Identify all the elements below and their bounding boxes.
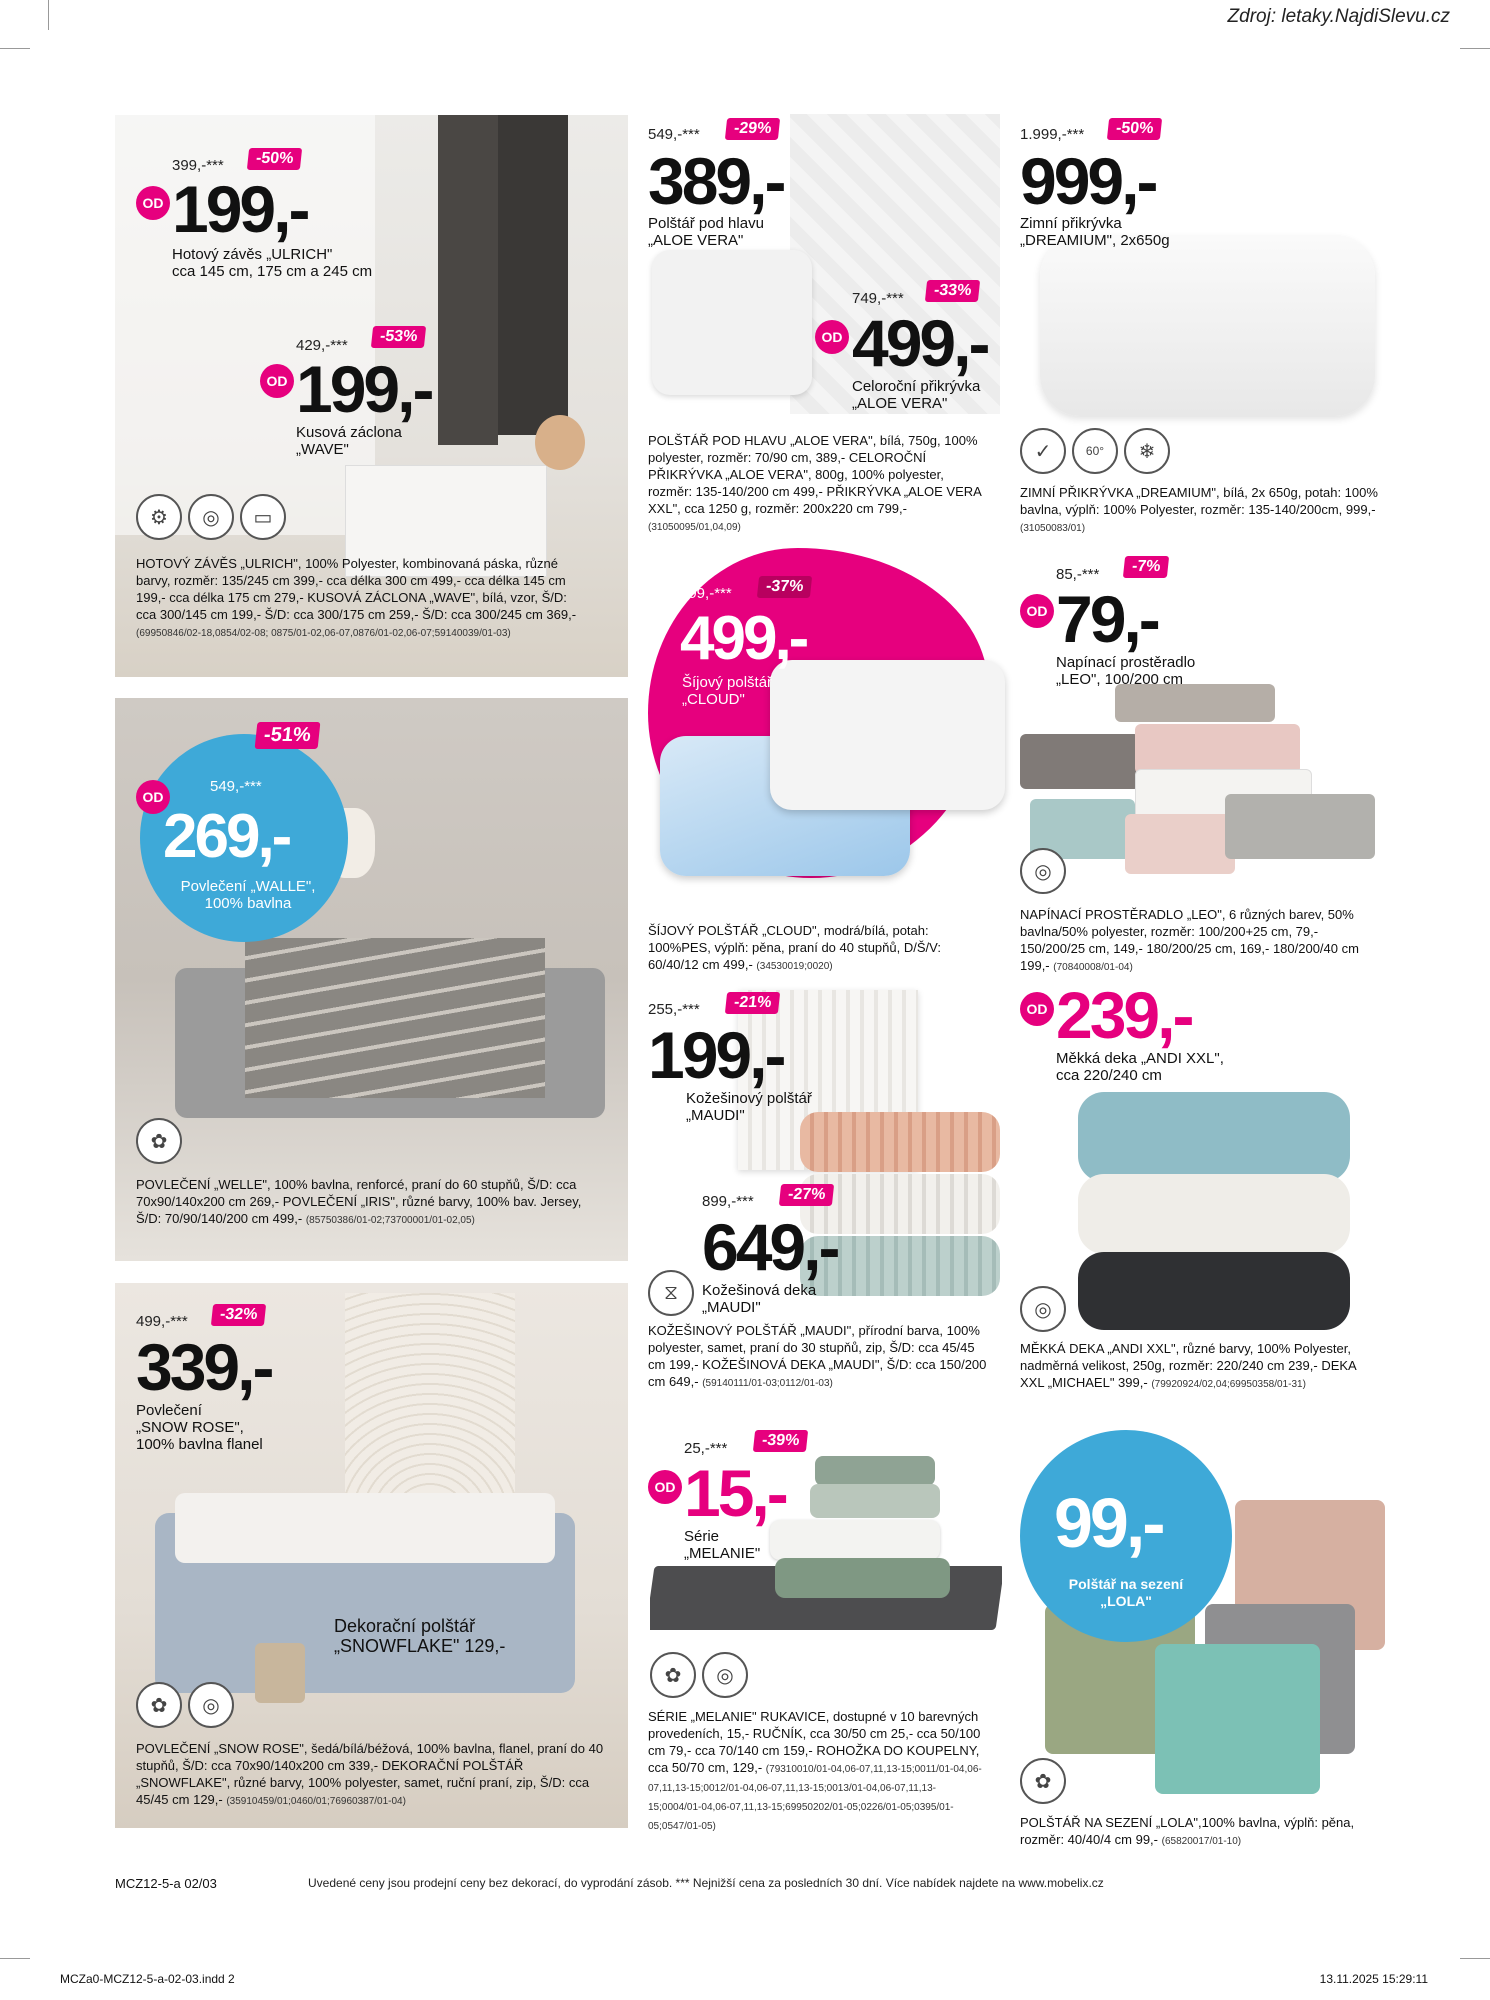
fabric-icon: ◎ (1020, 848, 1066, 894)
leo-discount-badge: -7% (1123, 556, 1170, 578)
cloud-discount-badge: -37% (757, 576, 813, 598)
dreamium-discount-badge: -50% (1107, 118, 1163, 140)
aloe-duvet-price: 499,- (852, 306, 988, 380)
melanie-discount-badge: -39% (753, 1430, 809, 1452)
leo-sheets-photo (1020, 684, 1375, 884)
lola-description: POLŠTÁŘ NA SEZENÍ „LOLA",100% bavlna, výplň: pěna, rozměr: 40/40/4 cm 99,- (65820017/01-10) (1020, 1815, 1355, 1847)
snowrose-old-price: 499,-*** (136, 1313, 188, 1330)
ulrich-price: 199,- (172, 172, 308, 246)
cloud-old-price: 799,-*** (680, 585, 732, 602)
footer-note: Uvedené ceny jsou prodejní ceny bez dekorací, do vyprodání zásob. *** Nejnižší cena za posledních 30 dní. Více nabídek najdete na www.mobelix.cz (308, 1876, 1104, 1890)
ulrich-discount-badge: -50% (247, 148, 303, 170)
aloe-pillow-price: 389,- (648, 144, 784, 218)
dreamium-old-price: 1.999,-*** (1020, 126, 1085, 143)
leo-name: Napínací prostěradlo „LEO", 100/200 cm (1056, 654, 1196, 688)
cloud-pillow-photo-2 (770, 660, 1005, 810)
dreamium-name: Zimní přikrývka „DREAMIUM", 2x650g (1020, 215, 1170, 249)
fabric-icon: ◎ (188, 494, 234, 540)
leo-description: NAPÍNACÍ PROSTĚRADLO „LEO", 6 různých barev, 50% bavlna/50% polyester, rozměr: 100/200+25 cm, 79,- 150/200/25 cm, 149,- 180/200/25 cm, 169,- 180/200/40 cm 199,- (70840008/01-04) (1020, 907, 1359, 973)
source-label: Zdroj: letaky.NajdiSlevu.cz (1227, 6, 1450, 27)
cotton-icon: ✿ (136, 1682, 182, 1728)
maudi-discount-badge: -21% (725, 992, 781, 1014)
melanie-od-badge: OD (648, 1470, 682, 1504)
cloud-name: Šíjový polštář „CLOUD" (682, 674, 773, 708)
cloud-price: 499,- (680, 604, 807, 673)
print-datetime: 13.11.2025 15:29:11 (1319, 1972, 1428, 1986)
aloe-duvet-discount-badge: -33% (925, 280, 981, 302)
aloe-duvet-od-badge: OD (815, 320, 849, 354)
page-code: MCZ12-5-a 02/03 (115, 1876, 217, 1891)
file-name: MCZa0-MCZ12-5-a-02-03.indd 2 (60, 1972, 235, 1986)
walle-od-badge: OD (136, 780, 170, 814)
andi-name: Měkká deka „ANDI XXL", cca 220/240 cm (1056, 1050, 1224, 1084)
walle-discount-badge: -51% (255, 722, 321, 749)
size-icon: ▭ (240, 494, 286, 540)
cotton-icon: ✿ (136, 1118, 182, 1164)
winter-snowflake-icon: ❄ (1124, 428, 1170, 474)
walle-name: Povlečení „WALLE", 100% bavlna (180, 878, 316, 912)
snowrose-discount-badge: -32% (211, 1304, 267, 1326)
wave-old-price: 429,-*** (296, 337, 348, 354)
maudi-name: Kožešinový polštář „MAUDI" (686, 1090, 812, 1124)
ulrich-description: HOTOVÝ ZÁVĚS „ULRICH", 100% Polyester, kombinovaná páska, různé barvy, rozměr: 135/245 cm 399,- cca délka 300 cm 499,- cca délka 145 cm 199,- cca délka 175 cm 279,- KUSOVÁ ZÁCLONA „WAVE", bílá, vzor, Š/D: cca 300/145 cm 199,- Š/D: cca 300/175 cm 259,- Š/D: cca 300/245 cm 369,- (69950846/02-18,0854/02-08; 0875/01-02,06-07,0876/01-02,06-07;59140039/01-03) (136, 556, 577, 639)
maudi-description: KOŽEŠINOVÝ POLŠTÁŘ „MAUDI", přírodní barva, 100% polyester, samet, praní do 30 stupňů, zip, Š/D: cca 45/45 cm 199,- KOŽEŠINOVÁ DEKA „MAUDI", Š/D: cca 150/200 cm 649,- (59140111/01-03;0112/01-03) (648, 1323, 987, 1389)
vegan-icon: ✓ (1020, 428, 1066, 474)
snowrose-description: POVLEČENÍ „SNOW ROSE", šedá/bílá/béžová, 100% bavlna, flanel, praní do 40 stupňů, Š/D: cca 70x90/140x200 cm 339,- DEKORAČNÍ POLŠTÁŘ „SNOWFLAKE", různé barvy, 100% polyester, samet, ruční praní, zip, Š/D: cca 45/45 cm 129,- (35910459/01;0460/01;76960387/01-04) (136, 1741, 604, 1807)
snowflake-label: Dekorační polštář „SNOWFLAKE" 129,- (334, 1616, 506, 1656)
crop-mark (0, 48, 30, 49)
aloe-pillow-name: Polštář pod hlavu „ALOE VERA" (648, 215, 764, 249)
cotton-icon: ✿ (650, 1652, 696, 1698)
maudi-deka-name: Kožešinová deka „MAUDI" (702, 1282, 817, 1316)
melanie-name: Série „MELANIE" (684, 1528, 761, 1562)
wave-name: Kusová záclona „WAVE" (296, 424, 402, 458)
snowrose-price: 339,- (136, 1330, 272, 1404)
aloe-pillow-old-price: 549,-*** (648, 126, 700, 143)
maudi-deka-old-price: 899,-*** (702, 1193, 754, 1210)
zipper-icon: ⧖ (648, 1270, 694, 1316)
melanie-price: 15,- (684, 1456, 786, 1530)
maudi-old-price: 255,-*** (648, 1001, 700, 1018)
wave-discount-badge: -53% (371, 326, 427, 348)
ulrich-old-price: 399,-*** (172, 157, 224, 174)
aloe-pillow-discount-badge: -29% (725, 118, 781, 140)
fabric-icon: ◎ (188, 1682, 234, 1728)
lola-name: Polštář na sezení „LOLA" (1068, 1576, 1184, 1609)
dreamium-price: 999,- (1020, 144, 1156, 218)
dreamium-duvet-photo (1040, 236, 1375, 416)
snowrose-name: Povlečení „SNOW ROSE", 100% bavlna flanel (136, 1402, 263, 1453)
aloe-pillow-photo-2 (652, 250, 812, 395)
maudi-deka-price: 649,- (702, 1210, 838, 1284)
leo-price: 79,- (1056, 582, 1158, 656)
cloud-description: ŠÍJOVÝ POLŠTÁŘ „CLOUD", modrá/bílá, potah: 100%PES, výplň: pěna, praní do 40 stupňů, D/Š/V: 60/40/12 cm 499,- (34530019;0020) (648, 923, 941, 972)
fabric-icon: ◎ (1020, 1286, 1066, 1332)
maudi-price: 199,- (648, 1018, 784, 1092)
crop-mark (0, 1958, 30, 1959)
fabric-icon: ◎ (702, 1652, 748, 1698)
leo-old-price: 85,-*** (1056, 566, 1100, 583)
leo-od-badge: OD (1020, 594, 1054, 628)
crop-mark (1460, 1958, 1490, 1959)
dreamium-description: ZIMNÍ PŘIKRÝVKA „DREAMIUM", bílá, 2x 650g, potah: 100% bavlna, výplň: 100% Polyester, rozměr: 135-140/200cm, 999,- (31050083/01) (1020, 485, 1378, 534)
andi-blankets-photo (1078, 1092, 1350, 1332)
walle-old-price: 549,-*** (210, 778, 262, 795)
aloe-description: POLŠTÁŘ POD HLAVU „ALOE VERA", bílá, 750g, 100% polyester, rozměr: 70/90 cm, 389,- CELOROČNÍ PŘIKRÝVKA „ALOE VERA", 800g, 100% polyester, rozměr: 135-140/200 cm 499,- PŘIKRÝVKA „ALOE VERA XXL", cca 1250 g, rozměr: 200x220 cm 799,- (31050095/01,04,09) (648, 433, 982, 533)
ulrich-name: Hotový závěs „ULRICH" cca 145 cm, 175 cm a 245 cm (172, 246, 373, 280)
cotton-icon: ✿ (1020, 1758, 1066, 1804)
walle-description: POVLEČENÍ „WELLE", 100% bavlna, renforcé, praní do 60 stupňů, Š/D: cca 70x90/140x200 cm 269,- POVLEČENÍ „IRIS", různé barvy, 100% bav. Jersey, Š/D: 70/90/140/200 cm 499,- (85750386/01-02;73700001/01-02,05) (136, 1177, 582, 1226)
maudi-deka-discount-badge: -27% (779, 1184, 835, 1206)
aloe-duvet-old-price: 749,-*** (852, 290, 904, 307)
wave-price: 199,- (296, 352, 432, 426)
walle-price: 269,- (163, 802, 290, 871)
crop-mark (48, 0, 49, 30)
melanie-description: SÉRIE „MELANIE" RUKAVICE, dostupné v 10 barevných provedeních, 15,- RUČNÍK, cca 30/50 cm 25,- cca 50/100 cm 79,- cca 70/140 cm 159,- ROHOŽKA DO KOUPELNY, cca 50/70 cm, 129,- (79310010/01-04,06-07,11,13-15;0011/01-04,06-07,11,13-15;0012/01-04,06-07,11,13-15;0013/01-04,06-07,11,13-15;0004/01-04,06-07,11,13-15;69950202/01-05;0226/01-05;0395/01-05;0547/01-05) (648, 1709, 982, 1832)
crop-mark (1460, 48, 1490, 49)
lola-price: 99,- (1054, 1484, 1163, 1562)
melanie-old-price: 25,-*** (684, 1440, 728, 1457)
aloe-duvet-name: Celoroční přikrývka „ALOE VERA" (852, 378, 981, 412)
wave-od-badge: OD (260, 364, 294, 398)
andi-description: MĚKKÁ DEKA „ANDI XXL", různé barvy, 100% Polyester, nadměrná velikost, 250g, rozměr: 220/240 cm 239,- DEKA XXL „MICHAEL" 399,- (79920924/02,04;69950358/01-31) (1020, 1341, 1357, 1390)
andi-price: 239,- (1056, 978, 1192, 1052)
andi-od-badge: OD (1020, 992, 1054, 1026)
curtain-hook-icon: ⚙ (136, 494, 182, 540)
ulrich-od-badge: OD (136, 186, 170, 220)
wash-60-icon: 60° (1072, 428, 1118, 474)
